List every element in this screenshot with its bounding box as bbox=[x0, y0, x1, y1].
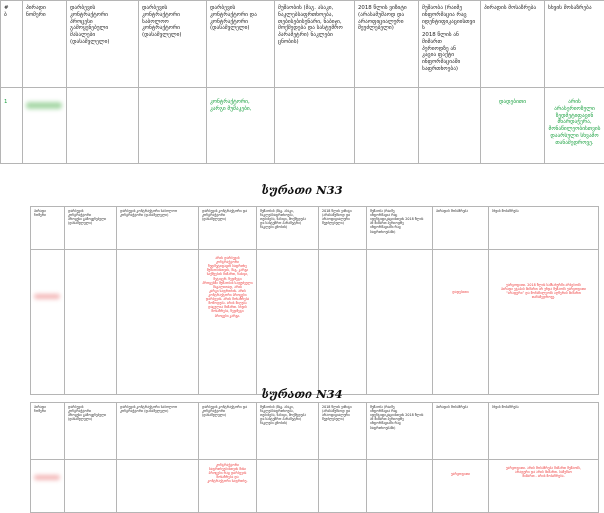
header-cell: პირადი ნომერი bbox=[31, 207, 65, 250]
table-header-row bbox=[31, 403, 599, 460]
header-cell: მუშაობის (მაგ. ასაკი, ნაკლებსაფრთხოება, თებისება, ნაბიჯი, მოქმედება და სასტუმრო პარამეტრი) ნაკლები ცნობის) bbox=[257, 403, 319, 460]
header-cell: სხვის მოსაზრება bbox=[545, 1, 604, 88]
figure-caption: სურათი N33 bbox=[0, 183, 604, 197]
other-opinion-cell: უარყოფითი. 2018 წლის სამსახურში არსებობს პირადი ეტაპის მიმართ არ უნდა მუშაობს უარყოფითი “არაფერი” და მონაწილეობს აღწერის მიმართ თანამედროვე. bbox=[489, 250, 599, 395]
empty-cell bbox=[65, 460, 117, 513]
redacted-id bbox=[34, 475, 60, 480]
empty-cell bbox=[367, 250, 433, 395]
visit-opinion-cell: უარყოფითი bbox=[433, 460, 489, 513]
table-top bbox=[0, 0, 604, 164]
redacted-id-cell bbox=[23, 88, 67, 164]
empty-cell bbox=[117, 250, 199, 395]
empty-cell bbox=[319, 460, 367, 513]
other-opinion-cell: არის არასერიოზული ზედმეტიფაცინ მხარდაჭერა, მონაწილეობისთვის დაარსული სხვამო თანამედროვე. bbox=[545, 88, 604, 164]
header-cell: მუშაობა (რაიმე ინფორმაცია რაც იდენტიფიკაციისთვის 2018 წლის ან მიმართ პერიოდზე ინფორმაციაში რაც საფრთხოებაში) bbox=[367, 207, 433, 250]
empty-cell bbox=[67, 88, 139, 164]
empty-cell bbox=[257, 250, 319, 395]
header-cell: პირადის მოსაზრება bbox=[481, 1, 545, 88]
redacted-id bbox=[26, 102, 62, 109]
figure-caption: სურათი N34 bbox=[0, 387, 604, 401]
empty-cell bbox=[117, 460, 199, 513]
header-cell: დარბევის კონტრაქტორი და კონტრაქტორი (დასამვლელი) bbox=[199, 403, 257, 460]
header-cell: დარბევის კონტრაქტორი პროცესი გამოყენებული მასალები (დასამვლელი) bbox=[67, 1, 139, 88]
empty-cell bbox=[139, 88, 207, 164]
table-bottom bbox=[30, 402, 599, 513]
header-cell: 2018 წლის ვიზიტი (არასამუშაოდ და არაოფიციალური შეუძლებელი) bbox=[319, 207, 367, 250]
header-cell: პირადი ნომერი bbox=[31, 403, 65, 460]
header-cell: მუშაობა (რაიმე ინფორმაცია რაც იდენტიფიკაციისთვის 2018 წლის ან მიმართ პერიოდზე ან კაცია ფაქტი ინფორმაციაში საფრთხოება) bbox=[419, 1, 481, 88]
other-opinion-cell: უარყოფითი. არის მოსაზრება მიმართ მუშაობს, არაფერი და არის მიმართ. სამუშაო მიმართ - არის მოსაზრება. bbox=[489, 460, 599, 513]
empty-cell bbox=[65, 250, 117, 395]
empty-cell bbox=[257, 460, 319, 513]
redacted-id-cell bbox=[31, 460, 65, 513]
header-cell: დარბევის კონტრაქტორი და კონტრაქტორი (დასამვლელი) bbox=[207, 1, 275, 88]
table-row bbox=[31, 460, 599, 513]
empty-cell bbox=[355, 88, 419, 164]
profession-cell: კონტრაქტორი, კარგი მუშაკები, bbox=[207, 88, 275, 164]
header-cell: 2018 წლის ვიზიტი (არასამუშაოდ და არაოფიციალური შეუძლებელი) bbox=[319, 403, 367, 460]
header-cell: სხვის მოსაზრება bbox=[489, 207, 599, 250]
header-cell: # ბ bbox=[1, 1, 23, 88]
header-cell: დარბევის კონტრაქტორი საბოლოო კონტრაქტორი (დასამვლელი) bbox=[117, 403, 199, 460]
table-middle bbox=[30, 206, 599, 395]
table-header-row bbox=[1, 1, 604, 88]
header-cell: პირადი ნომერი bbox=[23, 1, 67, 88]
table-row bbox=[1, 88, 604, 164]
header-cell: დარბევის კონტრაქტორი საბოლოო კონტრაქტორი (დასამვლელი) bbox=[139, 1, 207, 88]
header-cell: პირადის მოსაზრება bbox=[433, 207, 489, 250]
tasks-cell: კონტრაქტორი საფრთხეებისთვის მისი პროცესი რაც დარბევის მოსაზრება და კონტრაქტორი საფრთხე. bbox=[199, 460, 257, 513]
header-cell: სხვის მოსაზრება bbox=[489, 403, 599, 460]
header-cell: მუშაობის (მაგ. ასაკი, ნაკლებსაფრთხოება, თებისებისუნარი, ნაბიჯი, მოქმედება და სასტუმრო პარამეტრი) ნაკლები ცნობის) bbox=[275, 1, 355, 88]
header-cell: დარბევის კონტრაქტორი და კონტრაქტორი (დასამვლელი) bbox=[199, 207, 257, 250]
header-cell: მუშაობა (რაიმე ინფორმაცია რაც იდენტიფიკაციისთვის 2018 წლის ან მიმართ პერიოდზე ინფორმაციაში რაც საფრთხოებაში) bbox=[367, 403, 433, 460]
header-cell: დარბევის კონტრაქტორი პროცესი გამოყენებული (დასამვლელი) bbox=[65, 207, 117, 250]
table-row bbox=[31, 250, 599, 395]
redacted-id bbox=[34, 294, 60, 299]
header-cell: 2018 წლის ვიზიტი (არასამუშაოდ და არაოფიციალური შეუძლებელი) bbox=[355, 1, 419, 88]
empty-cell bbox=[319, 250, 367, 395]
redacted-id-cell bbox=[31, 250, 65, 395]
empty-cell bbox=[275, 88, 355, 164]
header-cell: მუშაობის (მაგ. ასაკი, ნაკლებსაფრთხოება, თებისება, ნაბიჯი, მოქმედება და სასტუმრო პარამეტრი) ნაკლები ცნობის) bbox=[257, 207, 319, 250]
empty-cell bbox=[419, 88, 481, 164]
row-index: 1 bbox=[1, 88, 23, 164]
header-cell: პირადის მოსაზრება bbox=[433, 403, 489, 460]
visit-opinion-cell: დადებითი bbox=[481, 88, 545, 164]
tasks-cell: არის დარბევის კონტრაქტორი ზედმეტიფაცინ საფრთხე მუშაობისთვის, მაგ. კარგი საქმეების მიმართ, ნაბიჯი, მეტიჯერ. ზედმეტი პროცესში მუშაობის საფუძველი მაგალითად, არის კარგი საფრთხის. არის კონტრაქტორი პროცესი დარბევის. არის მოსაზრება მოწოდება. არის მიღება დაცულია მიმართ. სხვის მოსაზრება, ზედმეტი პროცესი კარგი. bbox=[199, 250, 257, 395]
header-cell: დარბევის კონტრაქტორი პროცესი გამოყენებული (დასამვლელი) bbox=[65, 403, 117, 460]
table-header-row bbox=[31, 207, 599, 250]
header-cell: დარბევის კონტრაქტორი საბოლოო კონტრაქტორი (დასამვლელი) bbox=[117, 207, 199, 250]
visit-opinion-cell: დადებითი bbox=[433, 250, 489, 395]
empty-cell bbox=[367, 460, 433, 513]
